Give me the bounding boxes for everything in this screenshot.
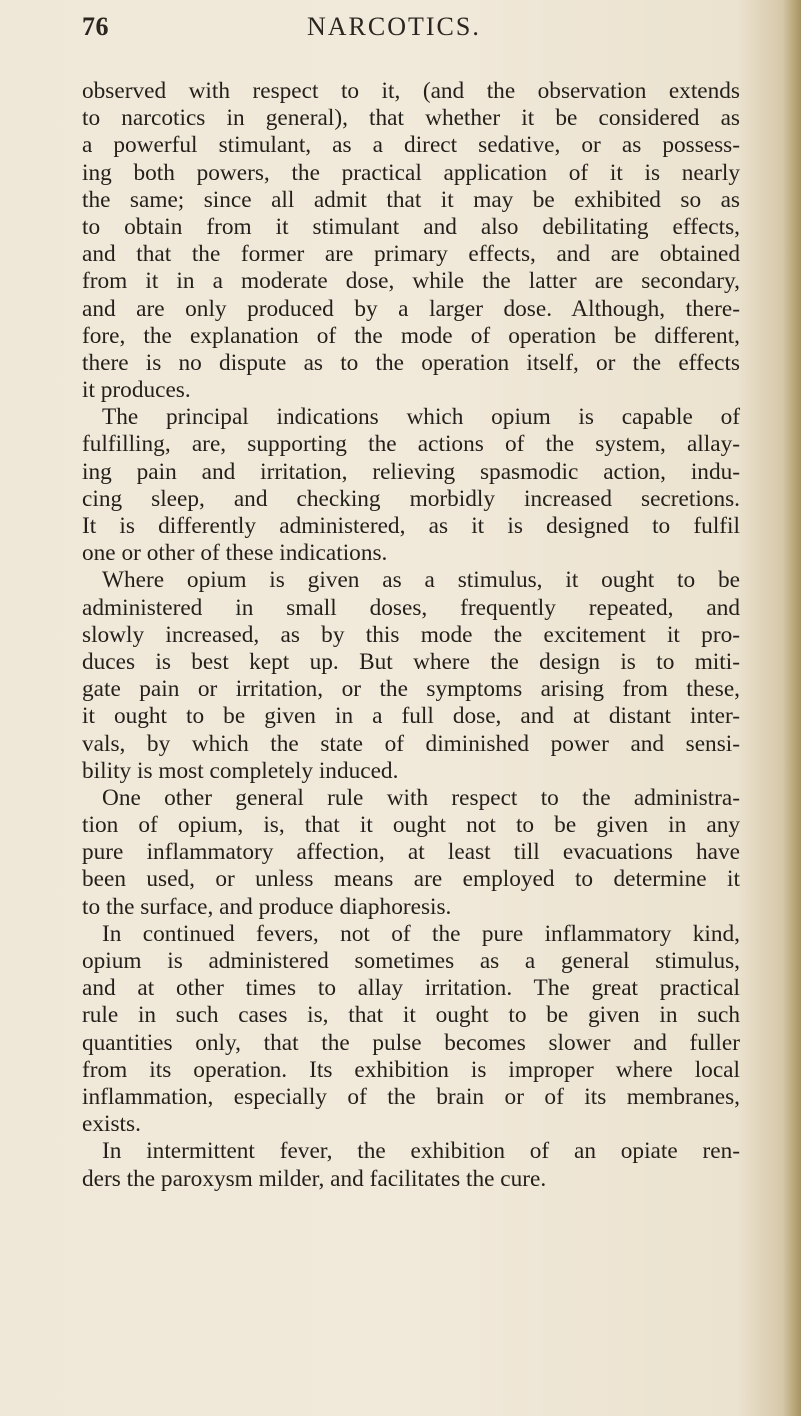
text-line: gate pain or irritation, or the symptoms arising from these,	[82, 676, 740, 703]
text-line: and that the former are primary effects, and are obtained	[82, 241, 740, 268]
text-line: exists.	[82, 1111, 141, 1138]
text-line: ing both powers, the practical application of it is nearly	[82, 159, 740, 186]
page-number: 76	[82, 12, 109, 41]
text-line: to obtain from it stimulant and also debilitating effects,	[82, 213, 740, 240]
text-line: One other general rule with respect to the administra-	[102, 784, 740, 811]
text-line: to the surface, and produce diaphoresis.	[82, 893, 452, 920]
text-line: In continued fevers, not of the pure inflammatory kind,	[102, 920, 740, 947]
page-edge-shadow	[783, 0, 801, 1416]
text-line: inflammation, especially of the brain or of its membranes,	[82, 1083, 740, 1110]
text-line: rule in such cases is, that it ought to be given in such	[82, 1002, 740, 1029]
text-line: ing pain and irritation, relieving spasmodic action, indu-	[82, 458, 740, 485]
text-line: to narcotics in general), that whether it be considered as	[82, 105, 740, 132]
text-line: It is differently administered, as it is designed to fulfil	[82, 513, 740, 539]
text-line: it ought to be given in a full dose, and at distant inter-	[82, 703, 740, 730]
text-line: fulfilling, are, supporting the actions of the system, allay-	[82, 431, 740, 458]
running-head	[82, 12, 742, 46]
paragraph	[82, 785, 740, 921]
text-line: bility is most completely induced.	[82, 757, 399, 784]
text-line: opium is administered sometimes as a general stimulus,	[82, 948, 740, 974]
text-line: been used, or unless means are employed to determine it	[82, 866, 740, 893]
text-line: observed with respect to it, (and the observation extends	[82, 78, 740, 104]
text-line: administered in small doses, frequently repeated, and	[82, 594, 740, 621]
text-line: and at other times to allay irritation. The great practical	[82, 975, 740, 1002]
text-line: from it in a moderate dose, while the latter are secondary,	[82, 268, 740, 295]
text-line: ders the paroxysm milder, and facilitates the cure.	[82, 1165, 547, 1192]
text-line: pure inflammatory affection, at least till evacuations have	[82, 839, 740, 866]
text-line: quantities only, that the pulse becomes slower and fuller	[82, 1029, 740, 1056]
text-line: fore, the explanation of the mode of operation be different,	[82, 322, 740, 349]
running-title: NARCOTICS.	[307, 12, 481, 41]
text-line: a powerful stimulant, as a direct sedative, or as possess-	[82, 132, 740, 159]
text-line: it produces.	[82, 377, 191, 404]
text-line: vals, by which the state of diminished power and sensi-	[82, 730, 740, 757]
text-line: duces is best kept up. But where the design is to miti-	[82, 648, 740, 675]
paragraph	[82, 78, 740, 404]
text-line: and are only produced by a larger dose. Although, there-	[82, 295, 740, 322]
text-line: the same; since all admit that it may be exhibited so as	[82, 186, 740, 213]
paragraph	[82, 1138, 740, 1192]
text-line: tion of opium, is, that it ought not to be given in any	[82, 812, 740, 839]
text-line: The principal indications which opium is capable of	[102, 404, 740, 431]
text-line: one or other of these indications.	[82, 540, 388, 567]
text-line: slowly increased, as by this mode the excitement it pro-	[82, 621, 740, 648]
text-line: from its operation. Its exhibition is improper where local	[82, 1056, 740, 1083]
paragraph	[82, 404, 740, 567]
text-body	[82, 78, 740, 1193]
text-line: there is no dispute as to the operation itself, or the effects	[82, 349, 740, 376]
paragraph	[82, 567, 740, 785]
text-line: In intermittent fever, the exhibition of an opiate ren-	[102, 1138, 740, 1165]
text-line: Where opium is given as a stimulus, it ought to be	[102, 567, 740, 594]
paragraph	[82, 921, 740, 1139]
text-line: cing sleep, and checking morbidly increased secretions.	[82, 485, 740, 512]
